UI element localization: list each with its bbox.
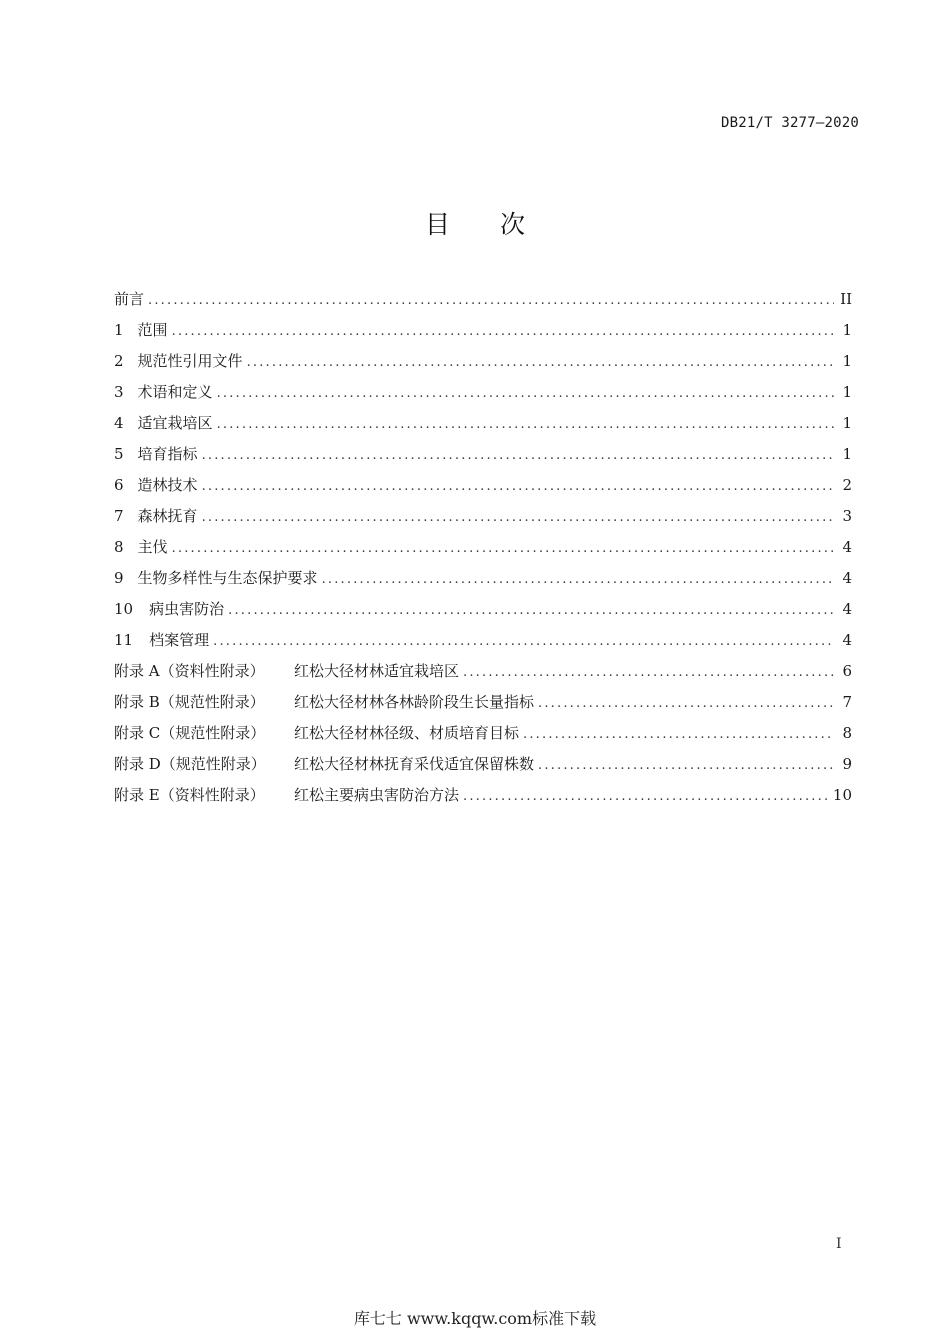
toc-leader-dots	[213, 630, 834, 654]
page-title: 目次	[424, 210, 575, 239]
toc-entry-number: 6	[114, 476, 124, 494]
toc-leader-dots	[202, 475, 834, 499]
toc-annex-designation: 附录 B（规范性附录）	[114, 693, 265, 711]
toc-entry-number: 4	[114, 414, 124, 432]
toc-entry-page: 10	[832, 786, 852, 804]
toc-entry-number: 3	[114, 383, 124, 401]
toc-leader-dots	[463, 785, 827, 809]
toc-entry-number: 1	[114, 321, 124, 339]
toc-entry-label: 病虫害防治	[149, 600, 225, 618]
toc-leader-dots	[247, 351, 834, 375]
toc-annex-designation: 附录 E（资料性附录）	[114, 786, 265, 804]
toc-entry-label: 造林技术	[137, 476, 198, 494]
toc-leader-dots	[172, 537, 834, 561]
toc-entry-page: 4	[842, 569, 852, 587]
toc-leader-dots	[523, 723, 834, 747]
toc-leader-dots	[172, 320, 834, 344]
toc-entry-page: 4	[842, 600, 852, 618]
toc-entry-page: 4	[842, 538, 852, 556]
toc-leader-dots	[228, 599, 834, 623]
toc-entry-page: 1	[842, 383, 852, 401]
toc-annex-a[interactable]	[114, 659, 852, 690]
toc-entry-2[interactable]	[114, 349, 852, 380]
toc-entry-number: 10	[114, 600, 134, 618]
toc-entry-4[interactable]	[114, 411, 852, 442]
toc-entry-page: 8	[842, 724, 852, 742]
toc-entry-1[interactable]	[114, 318, 852, 349]
toc-entry-label: 前言	[114, 290, 145, 308]
toc-entry-6[interactable]	[114, 473, 852, 504]
toc-leader-dots	[217, 413, 834, 437]
toc-annex-b[interactable]	[114, 690, 852, 721]
table-of-contents	[114, 287, 852, 814]
toc-entry-8[interactable]	[114, 535, 852, 566]
toc-entry-label: 主伐	[137, 538, 168, 556]
toc-entry-number: 8	[114, 538, 124, 556]
toc-entry-page: 7	[842, 693, 852, 711]
toc-entry-11[interactable]	[114, 628, 852, 659]
toc-leader-dots	[463, 661, 834, 685]
toc-entry-page: 6	[842, 662, 852, 680]
toc-entry-page: II	[840, 290, 852, 308]
toc-entry-7[interactable]	[114, 504, 852, 535]
toc-entry-label: 生物多样性与生态保护要求	[137, 569, 318, 587]
toc-entry-10[interactable]	[114, 597, 852, 628]
toc-leader-dots	[202, 444, 834, 468]
toc-entry-label: 红松大径材林各林龄阶段生长量指标	[294, 693, 535, 711]
toc-leader-dots	[538, 692, 834, 716]
toc-leader-dots	[217, 382, 834, 406]
toc-annex-e[interactable]	[114, 783, 852, 814]
toc-entry-label: 红松大径材林抚育采伐适宜保留株数	[294, 755, 535, 773]
toc-entry-page: 1	[842, 321, 852, 339]
toc-leader-dots	[322, 568, 834, 592]
toc-annex-designation: 附录 A（资料性附录）	[114, 662, 265, 680]
toc-annex-designation: 附录 D（规范性附录）	[114, 755, 266, 773]
page-number: I	[836, 1236, 842, 1252]
toc-entry-page: 9	[842, 755, 852, 773]
toc-entry-label: 红松大径材林径级、材质培育目标	[294, 724, 520, 742]
toc-entry-label: 红松大径材林适宜栽培区	[294, 662, 460, 680]
toc-entry-number: 7	[114, 507, 124, 525]
toc-leader-dots	[538, 754, 834, 778]
toc-entry-label: 森林抚育	[137, 507, 198, 525]
toc-entry-label: 规范性引用文件	[137, 352, 243, 370]
document-code: DB21/T 3277—2020	[720, 115, 859, 131]
toc-entry-label: 档案管理	[149, 631, 210, 649]
toc-entry-number: 2	[114, 352, 124, 370]
toc-entry-label: 术语和定义	[137, 383, 213, 401]
toc-entry-9[interactable]	[114, 566, 852, 597]
toc-entry-5[interactable]	[114, 442, 852, 473]
toc-entry-label: 培育指标	[137, 445, 198, 463]
toc-entry-label: 红松主要病虫害防治方法	[294, 786, 460, 804]
toc-entry-label: 适宜栽培区	[137, 414, 213, 432]
toc-entry-foreword[interactable]	[114, 287, 852, 318]
toc-entry-page: 1	[842, 445, 852, 463]
footer-watermark: 库七七 www.kqqw.com标准下载	[353, 1309, 597, 1328]
toc-annex-c[interactable]	[114, 721, 852, 752]
toc-leader-dots	[202, 506, 834, 530]
toc-annex-d[interactable]	[114, 752, 852, 783]
toc-leader-dots	[148, 289, 834, 313]
toc-entry-page: 1	[842, 352, 852, 370]
toc-annex-designation: 附录 C（规范性附录）	[114, 724, 266, 742]
toc-entry-page: 4	[842, 631, 852, 649]
toc-entry-page: 1	[842, 414, 852, 432]
toc-entry-page: 3	[842, 507, 852, 525]
toc-entry-label: 范围	[137, 321, 168, 339]
toc-entry-number: 9	[114, 569, 124, 587]
toc-entry-number: 5	[114, 445, 124, 463]
toc-entry-number: 11	[114, 631, 134, 649]
toc-entry-page: 2	[842, 476, 852, 494]
toc-entry-3[interactable]	[114, 380, 852, 411]
